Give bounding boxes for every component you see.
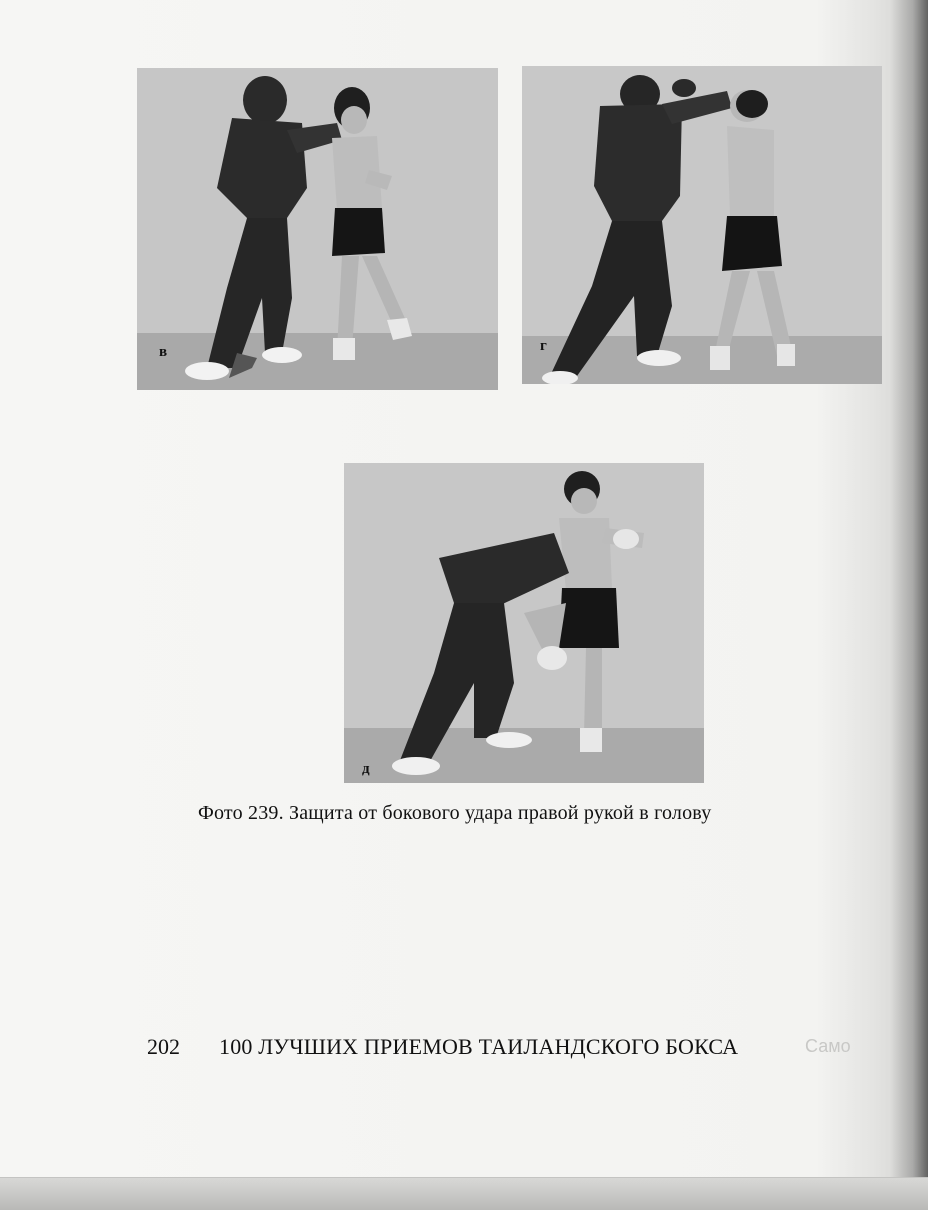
photo-v-image [137, 68, 498, 390]
photo-g [522, 66, 882, 384]
photo-g-image [522, 66, 882, 384]
page-edge-shadow [890, 0, 928, 1210]
photo-v [137, 68, 498, 390]
scanner-bottom-edge [0, 1177, 928, 1210]
photo-d-label: д [362, 761, 370, 777]
photo-caption: Фото 239. Защита от бокового удара правой рукой в голову [198, 802, 712, 824]
page-number: 202 [147, 1034, 180, 1059]
photo-v-label: в [159, 344, 168, 360]
photo-g-label: г [540, 338, 547, 354]
photo-d [344, 463, 704, 783]
photo-d-image [344, 463, 704, 783]
bleed-through-text: Само [805, 1036, 851, 1056]
running-footer-title: 100 ЛУЧШИХ ПРИЕМОВ ТАИЛАНДСКОГО БОКСА [219, 1034, 739, 1059]
